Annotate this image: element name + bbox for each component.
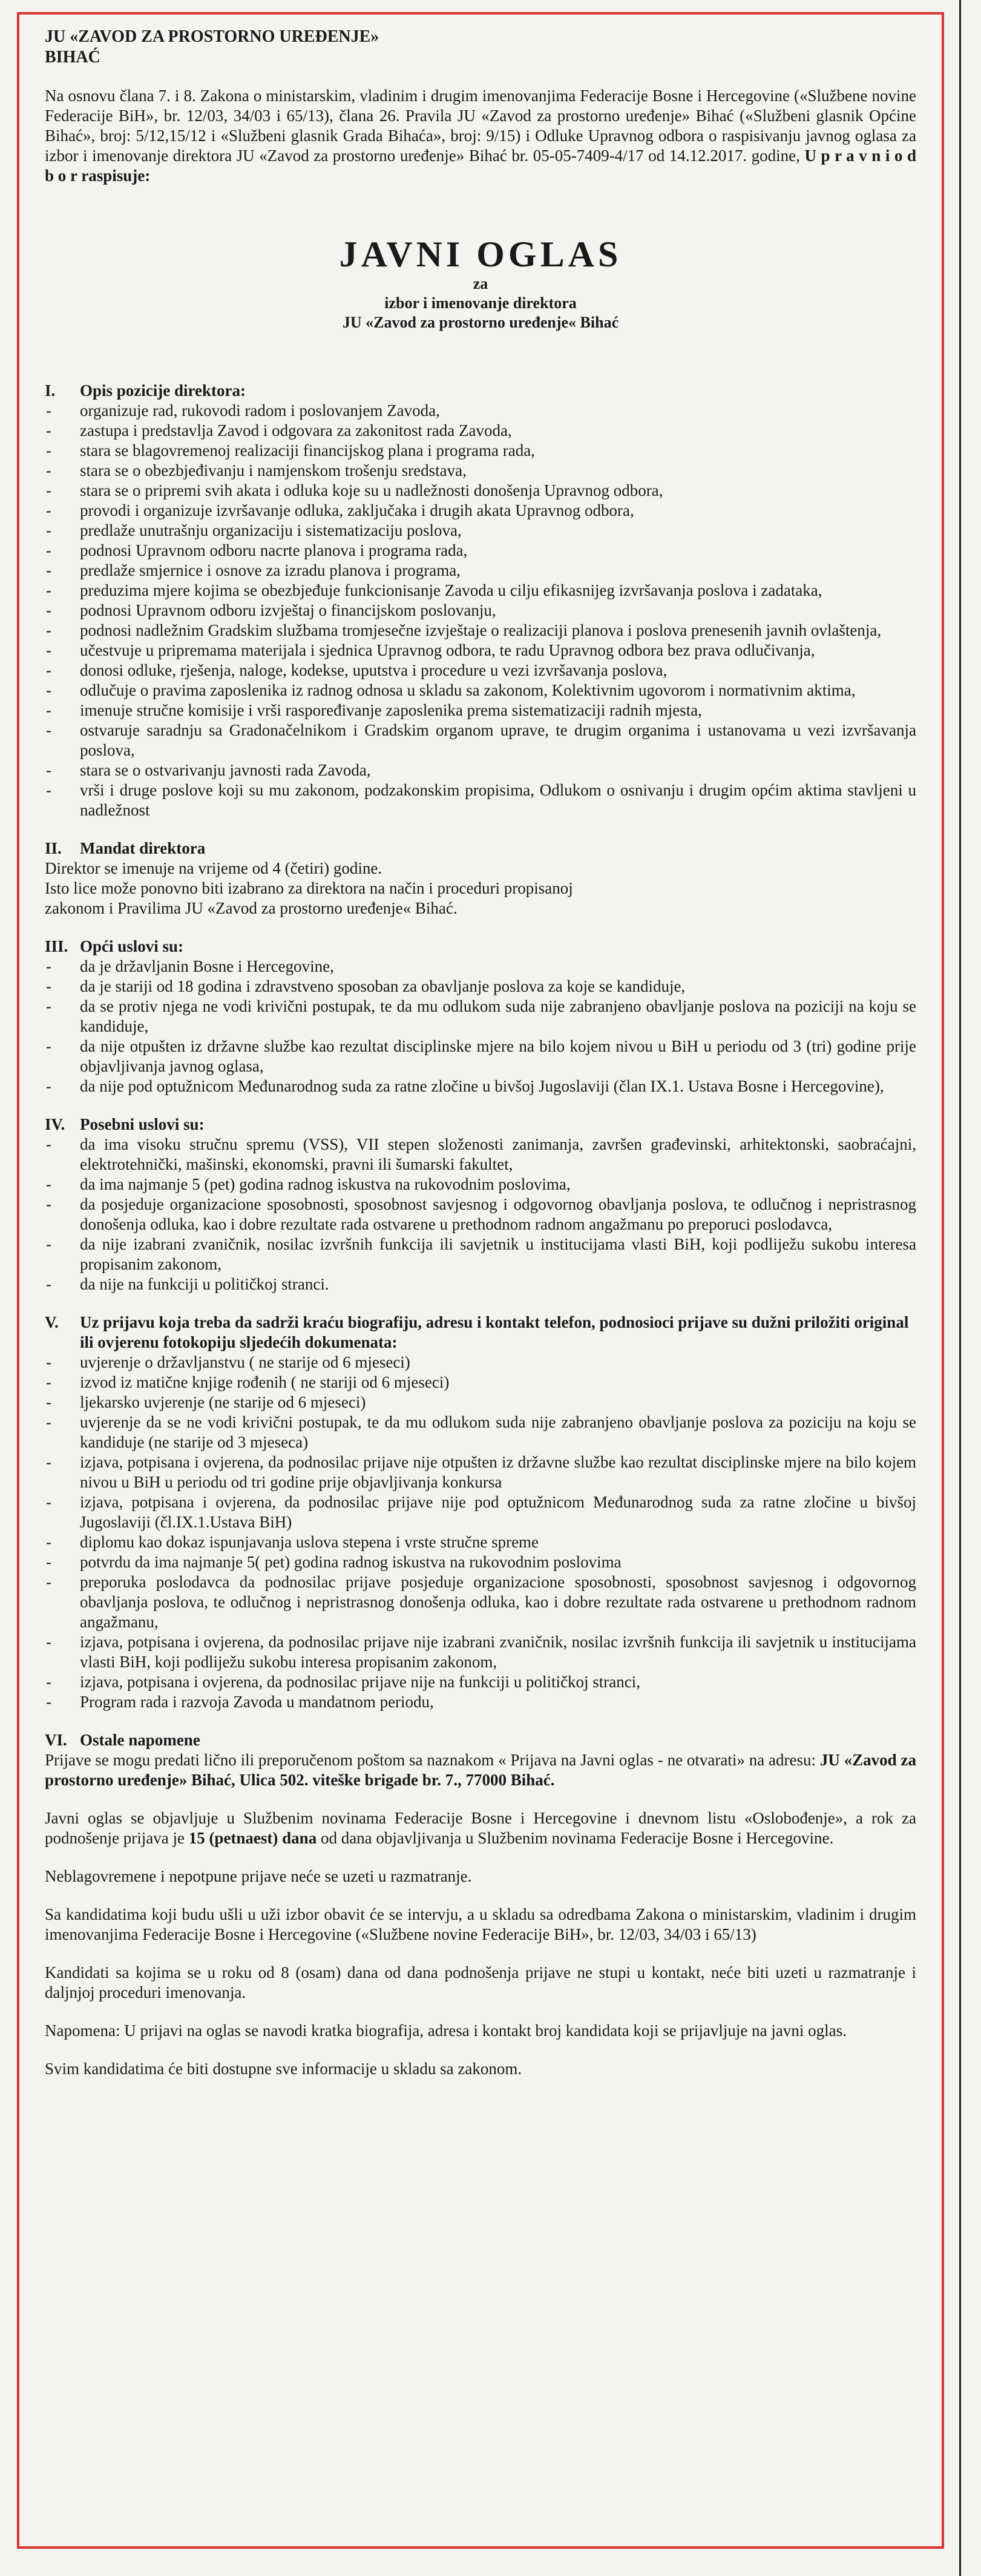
publication-text-end: od dana objavljivanja u Službenim novinama Federacije Bosne i Hercegovine.: [320, 1829, 834, 1847]
list-item: - da nije izabrani zvaničnik, nosilac izvršnih funkcija ili savjetnik u institucijama vlasti BiH, koji podliježu sukobu interesa propisanim zakonom,: [45, 1234, 916, 1274]
section-special-conditions: [45, 1115, 916, 1294]
information-availability-note: Svim kandidatima će biti dostupne sve informacije u skladu sa zakonom.: [45, 2060, 522, 2078]
general-conditions-list: [45, 957, 916, 1096]
documents-list: [45, 1352, 916, 1712]
mandate-line: zakonom i Pravilima JU «Zavod za prostorno uređenje« Bihać.: [45, 899, 458, 917]
section-mandate: [45, 838, 916, 918]
list-item: - da ima najmanje 5 (pet) godina radnog iskustva na rukovodnim poslovima,: [45, 1174, 916, 1194]
contact-deadline-note: Kandidati sa kojima se u roku od 8 (osam) dana od dana podnošenja prijave ne stupi u kontakt, neće biti uzeti u razmatranje i daljnjoj proceduri imenovanja.: [45, 1963, 916, 2001]
list-item: - da posjeduje organizacione sposobnosti, sposobnost savjesnog i odgovornog obavljanja poslova, te odlučnog i nepristrasnog donošenja odluka, kao i dobre rezultate rada ostvarene u prethodnom radnom angažmanu po preporuci poslodavca,: [45, 1194, 916, 1234]
list-item: - stara se o obezbjeđivanju i namjenskom trošenju sredstava,: [45, 461, 916, 481]
mandate-line: Isto lice može ponovno biti izabrano za direktora na način i proceduri propisanoj: [45, 879, 573, 897]
section-heading: Ostale napomene: [80, 1731, 200, 1749]
section-number: IV.: [45, 1115, 65, 1133]
list-item: - da se protiv njega ne vodi krivični postupak, te da mu odlukom suda nije zabranjeno obavljanje poslova na poziciji na koju se kandiduje,: [45, 996, 916, 1036]
list-item: - Program rada i razvoja Zavoda u mandatnom periodu,: [45, 1692, 916, 1712]
special-conditions-list: [45, 1135, 916, 1294]
list-item: - ostvaruje saradnju sa Gradonačelnikom i Gradskim organom uprave, te drugim organima i ustanovama u vezi izvršavanja poslova,: [45, 720, 916, 760]
list-item: - izjava, potpisana i ovjerena, da podnosilac prijave nije pod optužnicom Međunarodnog suda za ratne zločine u bivšoj Jugoslaviji (čl.IX.1.Ustava BiH): [45, 1492, 916, 1532]
section-number: III.: [45, 937, 68, 955]
section-heading: Opći uslovi su:: [80, 937, 184, 955]
section-other-notes: [45, 1730, 916, 1790]
notice-title: JAVNI OGLAS: [339, 234, 622, 274]
adjacent-column-strip: [959, 0, 981, 2576]
list-item: - izjava, potpisana i ovjerena, da podnosilac prijave nije otpušten iz državne službe kao rezultat disciplinske mjere na bilo kojem nivou u BiH u periodu od tri godine prije objavljivanja konkursa: [45, 1452, 916, 1492]
list-item: - izjava, potpisana i ovjerena, da podnosilac prijave nije izabrani zvaničnik, nosilac izvršnih funkcija ili savjetnik u institucijama vlasti BiH, koji podliježu sukobu interesa propisanim zakonom,: [45, 1632, 916, 1672]
notice-subtitle-purpose: izbor i imenovanje direktora: [384, 294, 577, 312]
list-item: - ljekarsko uvjerenje (ne starije od 6 mjeseci): [45, 1392, 916, 1412]
duties-list: [45, 401, 916, 820]
submission-address: JU «Zavod za prostorno uređenje» Bihać, Ulica 502. viteške brigade br. 7., 77000 Bihać.: [45, 1751, 917, 1789]
application-contents-note: Napomena: U prijavi na oglas se navodi kratka biografija, adresa i kontakt broj kandidata koji se prijavljuje na javni oglas.: [45, 2021, 847, 2040]
late-applications-note: Neblagovremene i nepotpune prijave neće se uzeti u razmatranje.: [45, 1867, 472, 1885]
section-heading: Posebni uslovi su:: [80, 1115, 205, 1133]
institution-city: BIHAĆ: [45, 48, 100, 67]
list-item: - provodi i organizuje izvršavanje odluka, zaključaka i drugih akata Upravnog odbora,: [45, 501, 916, 521]
section-number: V.: [45, 1313, 59, 1331]
list-item: - da nije na funkciji u političkoj stranci.: [45, 1274, 916, 1294]
institution-name: JU «ZAVOD ZA PROSTORNO UREĐENJE»: [45, 27, 379, 46]
submission-instructions: Prijave se mogu predati lično ili preporučenom poštom sa naznakom « Prijava na Javni oglas - ne otvarati» na adresu:: [45, 1751, 816, 1769]
legal-basis-paragraph: [45, 86, 916, 186]
list-item: - podnosi Upravnom odboru nacrte planova i programa rada,: [45, 541, 916, 561]
list-item: - podnosi nadležnim Gradskim službama tromjesečne izvještaje o realizaciji planova i poslova prenesenih javnih ovlaštenja,: [45, 621, 916, 641]
publication-paragraph: [45, 1808, 916, 1848]
list-item: - da je državljanin Bosne i Hercegovine,: [45, 957, 916, 977]
list-item: - da nije pod optužnicom Međunarodnog suda za ratne zločine u bivšoj Jugoslaviji (član IX.1. Ustava Bosne i Hercegovine),: [45, 1076, 916, 1096]
list-item: - da ima visoku stručnu spremu (VSS), VII stepen složenosti zanimanja, završen građevinski, arhitektonski, saobraćajni, elektrotehnički, mašinski, ekonomski, pravni ili šumarski fakultet,: [45, 1135, 916, 1174]
list-item: - da je stariji od 18 godina i zdravstveno sposoban za obavljanje poslova za koje se kandiduje,: [45, 977, 916, 996]
list-item: - odlučuje o pravima zaposlenika iz radnog odnosa u skladu sa zakonom, Kolektivnim ugovorom i normativnim aktima,: [45, 680, 916, 700]
list-item: - stara se blagovremenoj realizaciji financijskog plana i programa rada,: [45, 441, 916, 461]
publication-text: Javni oglas se objavljuje u Službenim novinama Federacije Bosne i Hercegovine i dnevnom listu «Oslobođenje», a rok za podnošenje prijava je: [45, 1809, 916, 1847]
list-item: - organizuje rad, rukovodi radom i poslovanjem Zavoda,: [45, 401, 916, 421]
list-item: - uvjerenje da se ne vodi krivični postupak, te da mu odlukom suda nije zabranjeno obavljanje poslova za poziciju na koju se kandiduje (ne starije od 3 mjeseca): [45, 1412, 916, 1452]
section-general-conditions: [45, 937, 916, 1096]
section-heading: Mandat direktora: [80, 839, 206, 857]
section-heading: Uz prijavu koja treba da sadrži kraću biografiju, adresu i kontakt telefon, podnosioci prijave su dužni priložiti original ili ovjerenu fotokopiju sljedećih dokumenata:: [80, 1313, 909, 1351]
institution-header: [45, 27, 916, 68]
section-number: VI.: [45, 1731, 67, 1749]
job-notice: [17, 12, 944, 2549]
list-item: - stara se o ostvarivanju javnosti rada Zavoda,: [45, 760, 916, 780]
section-heading: Opis pozicije direktora:: [80, 381, 246, 400]
list-item: - izvod iz matične knjige rođenih ( ne stariji od 6 mjeseci): [45, 1372, 916, 1392]
list-item: - učestvuje u pripremama materijala i sjednica Upravnog odbora, te radu Upravnog odbora bez prava odlučivanja,: [45, 641, 916, 660]
list-item: - imenuje stručne komisije i vrši raspoređivanje zaposlenika prema sistematizaciji radnih mjesta,: [45, 700, 916, 720]
interview-note: Sa kandidatima koji budu ušli u uži izbor obavit će se intervju, a u skladu sa odredbama Zakona o ministarskim, vladinim i drugim imenovanjima Federacije Bosne i Hercegovine («Službene novine Federacije BiH», br. 12/03, 34/03 i 65/13): [45, 1905, 916, 1943]
section-number: I.: [45, 381, 56, 400]
list-item: - preporuka poslodavca da podnosilac prijave posjeduje organizacione sposobnosti, sposobnost savjesnog i odgovornog obavljanja poslova, te odlučnog i nepristrasnog donošenja odluka, kao i dobre rezultate rada ostvarene u prethodnom radnom angažmanu,: [45, 1572, 916, 1632]
notice-subtitle-za: za: [473, 275, 488, 292]
board-announces: U p r a v n i o d b o r raspisuje:: [45, 147, 917, 185]
list-item: - da nije otpušten iz državne službe kao rezultat disciplinske mjere na bilo kojem nivou u BiH u periodu od 3 (tri) godine prije objavljivanja javnog oglasa,: [45, 1036, 916, 1076]
section-required-documents: [45, 1313, 916, 1712]
list-item: - podnosi Upravnom odboru izvještaj o financijskom poslovanju,: [45, 601, 916, 621]
list-item: - diplomu kao dokaz ispunjavanja uslova stepena i vrste stručne spreme: [45, 1532, 916, 1552]
list-item: - stara se o pripremi svih akata i odluka koje su u nadležnosti donošenja Upravnog odbora,: [45, 481, 916, 501]
section-number: II.: [45, 839, 62, 857]
list-item: - preduzima mjere kojima se obezbjeđuje funkcionisanje Zavoda u cilju efikasnijeg izvršavanja poslova i zadataka,: [45, 581, 916, 601]
list-item: - potvrdu da ima najmanje 5( pet) godina radnog iskustva na rukovodnim poslovima: [45, 1552, 916, 1572]
mandate-line: Direktor se imenuje na vrijeme od 4 (četiri) godine.: [45, 859, 382, 877]
list-item: - predlaže smjernice i osnove za izradu planova i programa,: [45, 561, 916, 581]
list-item: - vrši i druge poslove koji su mu zakonom, podzakonskim propisima, Odlukom o osnivanju i drugim općim aktima stavljeni u nadležnost: [45, 780, 916, 820]
list-item: - donosi odluke, rješenja, naloge, kodekse, uputstva i procedure u vezi izvršavanja poslova,: [45, 660, 916, 680]
legal-basis-text: Na osnovu člana 7. i 8. Zakona o ministarskim, vladinim i drugim imenovanjima Federacije Bosne i Hercegovine («Službene novine Federacije BiH», br. 12/03, 34/03 i 65/13), člana 26. Pravila JU «Zavod za prostorno uređenje» Bihać («Službeni glasnik Općine Bihać», broj: 5/12,15/12 i «Službeni glasnik Grada Bihaća», broj: 9/15) i Odluke Upravnog odbora o raspisivanju javnog oglasa za izbor i imenovanje direktora JU «Zavod za prostorno uređenje» Bihać br. 05-05-7409-4/17 od 14.12.2017. godine,: [45, 87, 916, 165]
list-item: - zastupa i predstavlja Zavod i odgovara za zakonitost rada Zavoda,: [45, 421, 916, 441]
list-item: - izjava, potpisana i ovjerena, da podnosilac prijave nije na funkciji u političkoj stranci,: [45, 1672, 916, 1692]
notice-subtitle-institution: JU «Zavod za prostorno uređenje« Bihać: [342, 314, 619, 331]
deadline: 15 (petnaest) dana: [188, 1829, 317, 1847]
section-position-description: [45, 381, 916, 820]
list-item: - predlaže unutrašnju organizaciju i sistematizaciju poslova,: [45, 521, 916, 541]
list-item: - uvjerenje o državljanstvu ( ne starije od 6 mjeseci): [45, 1352, 916, 1372]
